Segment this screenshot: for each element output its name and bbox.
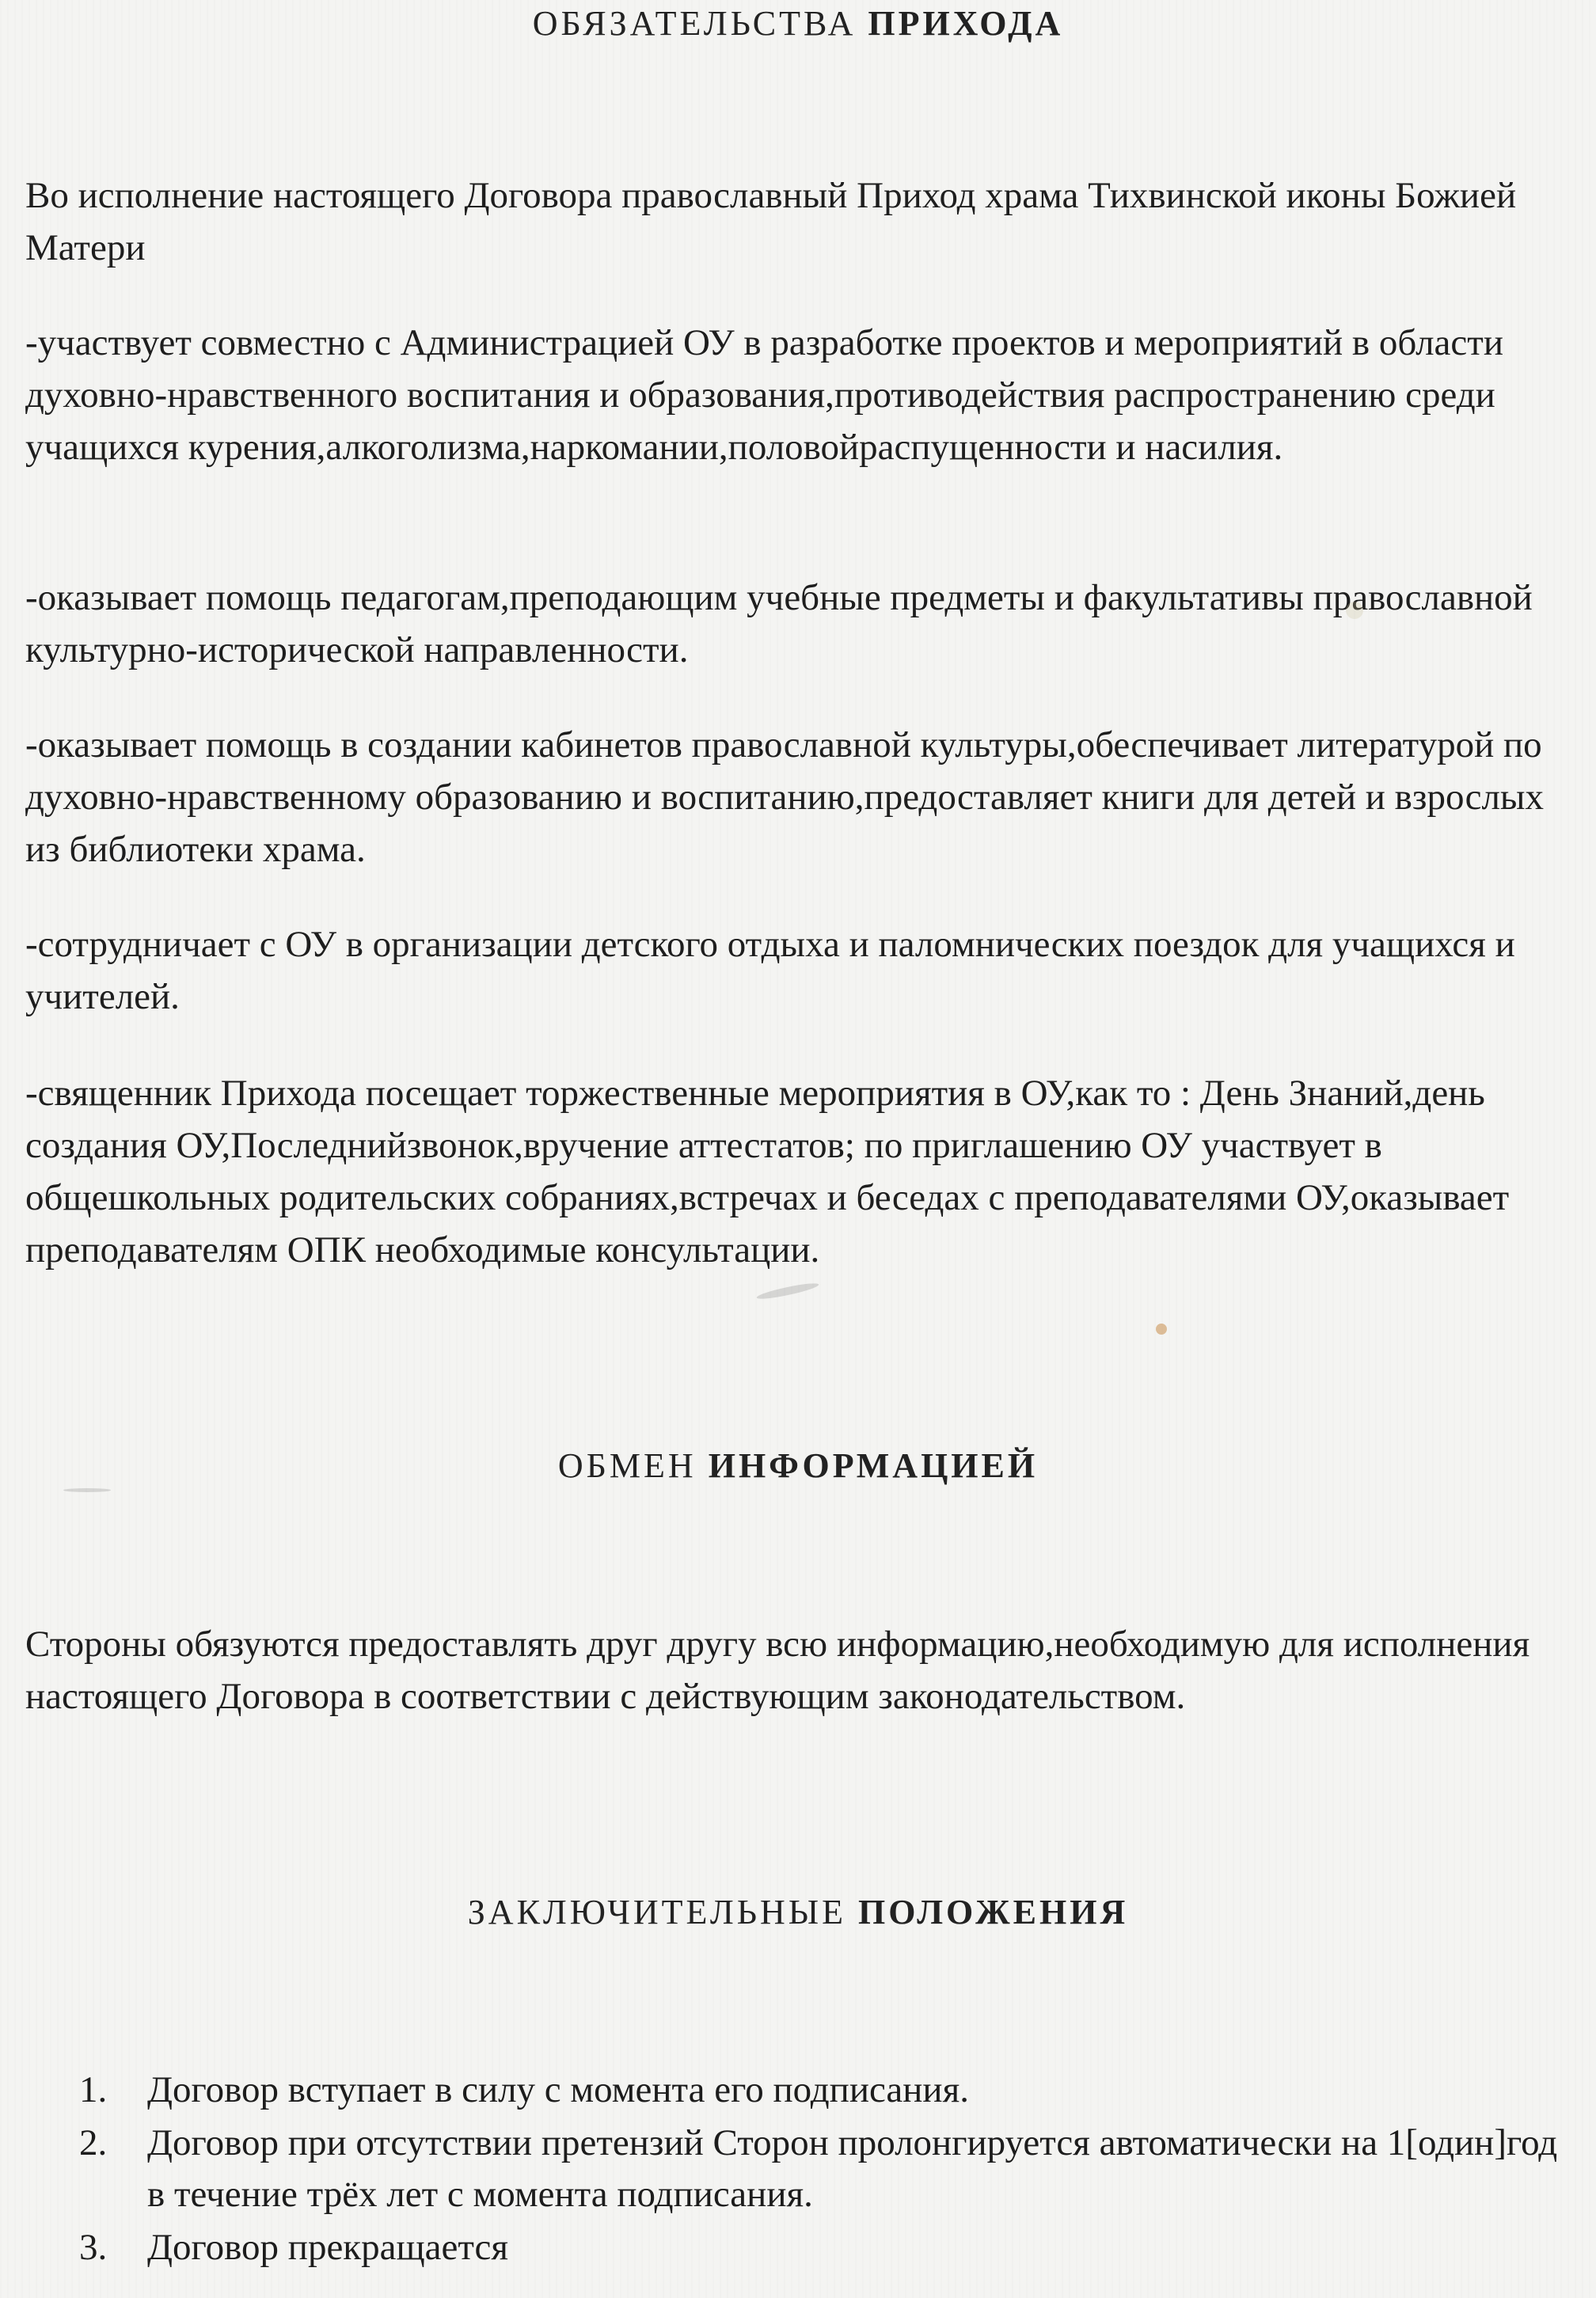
list-item (79, 2064, 1568, 2116)
title-part2: ПРИХОДА (868, 4, 1064, 43)
title-part2: ПОЛОЖЕНИЯ (857, 1893, 1129, 1931)
list-item-text: Договор при отсутствии претензий Сторон пролонгируется автоматически на 1[один]год в течение трёх лет с момента подписания. (147, 2122, 1558, 2215)
title-part1: ОБМЕН (557, 1446, 697, 1485)
list-item-text: Договор вступает в силу с момента его подписания. (147, 2069, 969, 2110)
obligation-item: -оказывает помощь педагогам,преподающим учебные предметы и факультативы православной культурно-исторической направленности. (25, 577, 1533, 670)
scan-smudge (756, 1281, 819, 1301)
title-part2: ИНФОРМАЦИЕЙ (708, 1446, 1039, 1485)
list-item-number: 2. (79, 2122, 108, 2163)
title-part1: ОБЯЗАТЕЛЬСТВА (532, 4, 857, 43)
obligations-intro: Во исполнение настоящего Договора православный Приход храма Тихвинской иконы Божией Матери (25, 175, 1517, 268)
obligation-item: -сотрудничает с ОУ в организации детского отдыха и паломнических поездок для учащихся и учителей. (25, 924, 1515, 1017)
title-part1: ЗАКЛЮЧИТЕЛЬНЫЕ (467, 1893, 846, 1931)
list-item-text: Договор прекращается (147, 2227, 509, 2268)
list-item (79, 2118, 1568, 2220)
section-title-final-provisions (0, 1892, 1596, 1932)
list-item-number: 3. (79, 2227, 108, 2268)
scan-smudge (1346, 602, 1363, 619)
scan-smudge (63, 1488, 111, 1492)
list-item (79, 2222, 1568, 2273)
final-provisions-list (79, 2064, 1568, 2275)
obligation-item: -оказывает помощь в создании кабинетов православной культуры,обеспечивает литературой по духовно-нравственному образованию и воспитанию,предоставляет книги для детей и взрослых из библиотеки храма. (25, 724, 1545, 870)
section-title-info-exchange (0, 1445, 1596, 1486)
list-item-number: 1. (79, 2069, 108, 2110)
section-title-obligations (0, 3, 1596, 44)
obligation-item: -участвует совместно с Администрацией ОУ в разработке проектов и мероприятий в области духовно-нравственного воспитания и образования,противодействия распространению среди учащихся курения,алкоголизма,наркомании,половойраспущенности и насилия. (25, 322, 1503, 468)
obligation-item: -священник Прихода посещает торжественные мероприятия в ОУ,как то : День Знаний,день создания ОУ,Последнийзвонок,вручение аттестатов; по приглашению ОУ участвует в общешкольных родительских собраниях,встречах и беседах с преподавателями ОУ,оказывает преподавателям ОПК необходимые консультации. (25, 1073, 1510, 1271)
scan-smudge (1156, 1324, 1167, 1335)
info-exchange-text: Стороны обязуются предоставлять друг другу всю информацию,необходимую для исполнения настоящего Договора в соответствии с действующим законодательством. (25, 1624, 1530, 1717)
